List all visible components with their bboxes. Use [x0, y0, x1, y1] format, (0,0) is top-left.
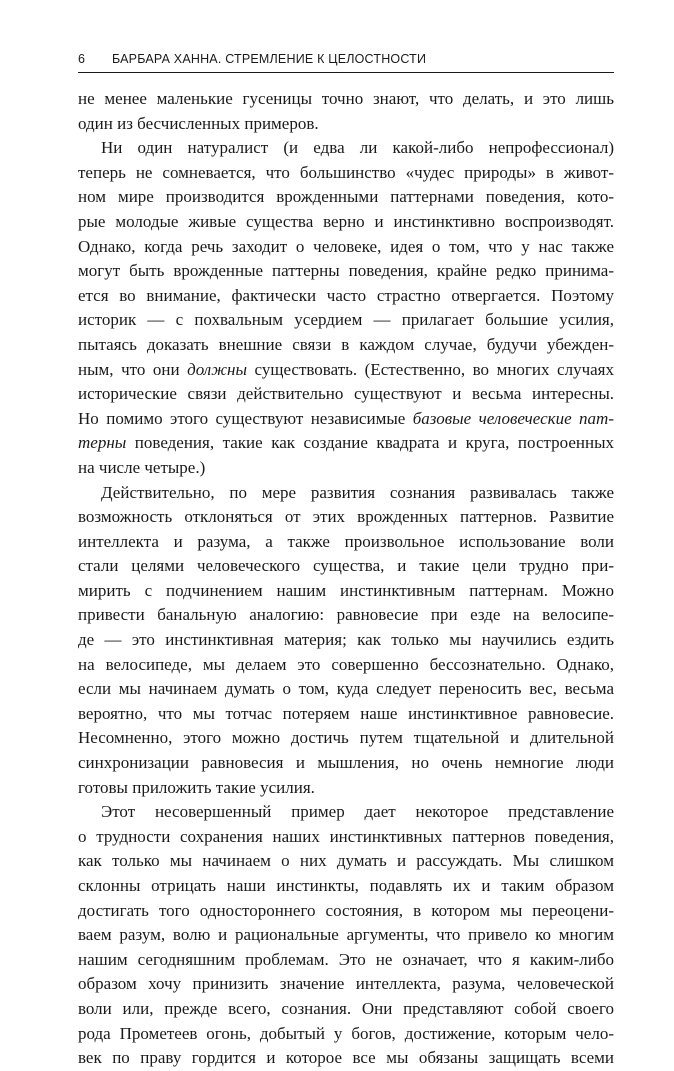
- text-line: если мы начинаем думать о том, куда следует переносить вес, весьма: [78, 679, 614, 699]
- text-line: стали целями человеческого существа, и такие цели трудно при-: [78, 556, 614, 576]
- text-line: синхронизации равновесия и мышления, но очень немногие люди: [78, 753, 614, 773]
- text-line: рода Прометеев огонь, добытый у богов, достижение, которым чело-: [78, 1023, 614, 1043]
- text-line: де — это инстинктивная материя; как только мы научились ездить: [78, 630, 614, 650]
- paragraph: [78, 87, 614, 136]
- text-line: образом хочу принизить значение интеллекта, разума, человеческой: [78, 974, 614, 994]
- text-line: возможность отклоняться от этих врожденных паттернов. Развитие: [78, 507, 614, 527]
- running-title: БАРБАРА ХАННА. СТРЕМЛЕНИЕ К ЦЕЛОСТНОСТИ: [112, 52, 427, 66]
- paragraph: [78, 800, 614, 1071]
- text-line: могут быть врожденные паттерны поведения, крайне редко принима-: [78, 261, 614, 281]
- text-line: исторические связи действительно существуют и весьма интересны.: [78, 384, 614, 404]
- text-line: рые молодые живые существа верно и инстинктивно воспроизводят.: [78, 211, 614, 231]
- text-line: вероятно, что мы тотчас потеряем наше инстинктивное равновесие.: [78, 703, 614, 723]
- text-line: Однако, когда речь заходит о человеке, идея о том, что у нас также: [78, 236, 614, 256]
- text-line: нашим сегодняшним проблемам. Это не означает, что я каким-либо: [78, 949, 614, 969]
- italic-emphasis: терны: [78, 433, 127, 453]
- text-line: век по праву гордится и которое все мы обязаны защищать всеми: [78, 1048, 614, 1068]
- text-line: Но помимо этого существуют независимые базовые человеческие пат-: [78, 408, 614, 428]
- paragraph: [78, 136, 614, 480]
- text-line: ваем разум, волю и рациональные аргументы, что привело ко многим: [78, 925, 614, 945]
- text-line: на велосипеде, мы делаем это совершенно бессознательно. Однако,: [78, 654, 614, 674]
- text-line: теперь не сомневается, что большинство «чудес природы» в живот-: [78, 162, 614, 182]
- text-line: склонны отрицать наши инстинкты, подавлять их и таким образом: [78, 876, 614, 895]
- page-number: 6: [78, 52, 86, 66]
- text-line: терны поведения, такие как создание квадрата и круга, построенных: [78, 433, 614, 453]
- italic-emphasis: базовые человеческие пат-: [412, 408, 614, 428]
- italic-emphasis: должны: [187, 359, 247, 379]
- text-line: Несомненно, этого можно достичь путем тщательной и длительной: [78, 728, 614, 748]
- body-text: [78, 87, 614, 1071]
- text-line: достигать того одностороннего состояния, в котором мы переоцени-: [78, 900, 614, 920]
- text-line: на числе четыре.): [78, 457, 206, 477]
- text-line: один из бесчисленных примеров.: [78, 113, 319, 133]
- text-line: готовы приложить такие усилия.: [78, 777, 315, 797]
- text-line: ным, что они должны существовать. (Естественно, во многих случаях: [78, 359, 614, 379]
- text-line: не менее маленькие гусеницы точно знают, что делать, и это лишь: [78, 89, 614, 108]
- text-line: как только мы начинаем о них думать и рассуждать. Мы слишком: [78, 851, 614, 871]
- text-line: интеллекта и разума, а также произвольное использование воли: [78, 531, 614, 551]
- text-line: о трудности сохранения наших инстинктивных паттернов поведения,: [78, 826, 614, 846]
- paragraph: [78, 481, 614, 801]
- running-header: [78, 52, 614, 73]
- text-line: Ни один натуралист (и едва ли какой-либо непрофессионал): [101, 138, 614, 158]
- text-line: привести банальную аналогию: равновесие при езде на велосипе-: [78, 605, 614, 625]
- text-line: Действительно, по мере развития сознания развивалась также: [101, 482, 614, 502]
- text-line: пытаясь доказать внешние связи в каждом случае, будучи убежден-: [78, 334, 614, 354]
- text-line: ном мире производится врожденными паттернами поведения, кото-: [78, 187, 614, 207]
- text-line: Этот несовершенный пример дает некоторое представление: [101, 802, 614, 822]
- text-line: ется во внимание, фактически часто страстно отвергается. Поэтому: [78, 285, 614, 305]
- text-line: мирить с подчинением нашим инстинктивным паттернам. Можно: [78, 580, 614, 600]
- book-page: [78, 52, 614, 1071]
- text-line: историк — с похвальным усердием — прилагает большие усилия,: [78, 310, 614, 330]
- text-line: воли или, прежде всего, сознания. Они представляют собой своего: [78, 998, 614, 1018]
